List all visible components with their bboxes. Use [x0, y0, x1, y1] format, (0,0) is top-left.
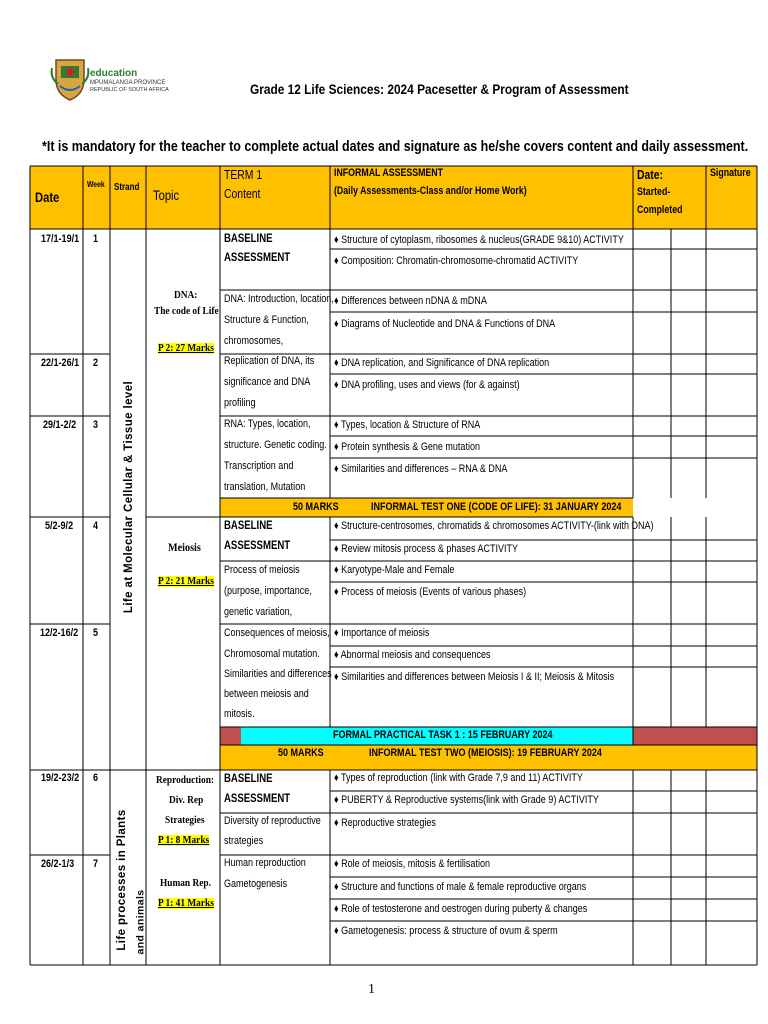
page-number: 1 — [368, 982, 375, 997]
topic-meiosis: Meiosis — [168, 540, 201, 554]
content-rna: structure. Genetic coding. — [224, 439, 327, 451]
informal-item: ♦ Reproductive strategies — [334, 817, 436, 829]
topic-repro-marks: P 1: 8 Marks — [158, 834, 210, 846]
informal-item: ♦ PUBERTY & Reproductive systems(link with Grade 9) ACTIVITY — [334, 794, 599, 806]
week-cell: 5 — [93, 627, 99, 639]
content-rna: RNA: Types, location, — [224, 418, 311, 430]
informal-item: ♦ Abnormal meiosis and consequences — [334, 649, 491, 661]
content-baseline-sub: ASSESSMENT — [224, 250, 291, 264]
content-replication: significance and DNA — [224, 376, 311, 388]
topic-dna: DNA: — [174, 289, 198, 301]
week-cell: 7 — [93, 858, 99, 870]
informal-item: ♦ Gametogenesis: process & structure of ovum & sperm — [334, 925, 558, 937]
content-human-reproduction: Gametogenesis — [224, 878, 288, 890]
content-process-meiosis: (purpose, importance, — [224, 585, 312, 597]
content-replication: profiling — [224, 397, 256, 409]
informal-item: ♦ Composition: Chromatin-chromosome-chromatid ACTIVITY — [334, 255, 579, 267]
strand-molecular-cellular: Life at Molecular Cellular & Tissue level — [122, 380, 135, 614]
content-consequences: Consequences of meiosis, — [224, 627, 330, 639]
mandatory-notice: *It is mandatory for the teacher to complete actual dates and signature as he/she covers content and daily assessment. — [42, 139, 749, 155]
content-replication: Replication of DNA, its — [224, 355, 315, 367]
strand-life-processes-cont: and animals — [134, 889, 147, 955]
content-baseline: BASELINE — [224, 231, 273, 245]
date-cell: 5/2-9/2 — [45, 520, 74, 532]
informal-item: ♦ Types, location & Structure of RNA — [334, 419, 481, 431]
informal-item: ♦ Role of testosterone and oestrogen during puberty & changes — [334, 903, 588, 915]
date-cell: 29/1-2/2 — [43, 419, 77, 431]
page-title: Grade 12 Life Sciences: 2024 Pacesetter & Program of Assessment — [250, 82, 629, 97]
week-cell: 2 — [93, 357, 99, 369]
content-human-reproduction: Human reproduction — [224, 857, 306, 869]
week-cell: 6 — [93, 772, 99, 784]
header-strand: Strand — [114, 182, 140, 193]
topic-reproduction: Reproduction: — [156, 774, 215, 786]
strand-life-processes: Life processes in Plants — [115, 809, 128, 951]
test1-label: INFORMAL TEST ONE (CODE OF LIFE): 31 JANUARY 2024 — [371, 501, 622, 513]
header-topic: Topic — [153, 187, 180, 203]
content-diversity: strategies — [224, 835, 264, 847]
topic-meiosis-marks: P 2: 21 Marks — [158, 575, 214, 587]
header-informal: INFORMAL ASSESSMENT — [334, 167, 444, 179]
topic-dna-sub: The code of Life — [154, 305, 219, 317]
topic-div-rep: Div. Rep — [169, 794, 204, 806]
informal-item: ♦ Structure-centrosomes, chromatids & chromosomes ACTIVITY-(link with DNA) — [334, 520, 654, 532]
content-dna-intro: chromosomes, — [224, 335, 284, 347]
informal-item: ♦ Protein synthesis & Gene mutation — [334, 441, 480, 453]
content-consequences: between meiosis and — [224, 688, 309, 700]
header-term1: TERM 1 — [224, 167, 263, 182]
informal-item: ♦ Differences between nDNA & mDNA — [334, 295, 487, 307]
content-process-meiosis: Process of meiosis — [224, 564, 300, 576]
content-rna: Transcription and — [224, 460, 294, 472]
logo-line2: MPUMALANGA PROVINCE — [90, 80, 166, 86]
informal-item: ♦ Role of meiosis, mitosis & fertilisation — [334, 858, 490, 870]
content-consequences: Chromosomal mutation. — [224, 648, 320, 660]
test1-marks: 50 MARKS — [293, 501, 339, 513]
practical-task-label: FORMAL PRACTICAL TASK 1 : 15 FEBRUARY 2024 — [333, 729, 553, 741]
header-date2: Date: — [637, 167, 664, 182]
header-informal-sub: (Daily Assessments-Class and/or Home Work) — [334, 185, 527, 197]
topic-human-rep: Human Rep. — [160, 877, 211, 889]
content-baseline: BASELINE — [224, 771, 273, 785]
week-cell: 4 — [93, 520, 99, 532]
test2-marks: 50 MARKS — [278, 747, 324, 759]
date-cell: 17/1-19/1 — [41, 233, 80, 245]
test2-label: INFORMAL TEST TWO (MEIOSIS): 19 FEBRUARY 2024 — [369, 747, 602, 759]
informal-item: ♦ DNA replication, and Significance of DNA replication — [334, 357, 550, 369]
header-date: Date — [35, 189, 60, 205]
header-week: Week — [87, 180, 105, 189]
content-rna: translation, Mutation — [224, 481, 306, 493]
informal-item: ♦ Diagrams of Nucleotide and DNA & Functions of DNA — [334, 318, 556, 330]
content-baseline-sub: ASSESSMENT — [224, 538, 291, 552]
header-completed: Completed — [637, 204, 683, 216]
content-consequences: mitosis. — [224, 708, 255, 720]
topic-strategies: Strategies — [165, 814, 205, 826]
content-baseline: BASELINE — [224, 518, 273, 532]
informal-item: ♦ Similarities and differences – RNA & DNA — [334, 463, 508, 475]
informal-item: ♦ Similarities and differences between Meiosis I & II; Meiosis & Mitosis — [334, 671, 615, 683]
logo-line3: REPUBLIC OF SOUTH AFRICA — [90, 87, 169, 93]
informal-item: ♦ Structure and functions of male & female reproductive organs — [334, 881, 587, 893]
content-dna-intro: DNA: Introduction, location, — [224, 293, 334, 305]
topic-human-marks: P 1: 41 Marks — [158, 897, 214, 909]
date-cell: 12/2-16/2 — [40, 627, 79, 639]
week-cell: 1 — [93, 233, 99, 245]
informal-item: ♦ Process of meiosis (Events of various phases) — [334, 586, 527, 598]
content-consequences: Similarities and differences — [224, 668, 332, 680]
content-process-meiosis: genetic variation, — [224, 606, 293, 618]
date-cell: 26/2-1/3 — [41, 858, 75, 870]
informal-item: ♦ Structure of cytoplasm, ribosomes & nucleus(GRADE 9&10) ACTIVITY — [334, 234, 624, 246]
week-cell: 3 — [93, 419, 99, 431]
header-content: Content — [224, 186, 261, 201]
informal-item: ♦ DNA profiling, uses and views (for & against) — [334, 379, 520, 391]
logo-line1: education — [90, 68, 138, 79]
informal-item: ♦ Types of reproduction (link with Grade 7,9 and 11) ACTIVITY — [334, 772, 583, 784]
content-baseline-sub: ASSESSMENT — [224, 791, 291, 805]
content-dna-intro: Structure & Function, — [224, 314, 309, 326]
informal-item: ♦ Review mitosis process & phases ACTIVITY — [334, 543, 519, 555]
header-signature: Signature — [710, 167, 751, 179]
date-cell: 22/1-26/1 — [41, 357, 80, 369]
topic-dna-marks: P 2: 27 Marks — [158, 342, 214, 354]
informal-item: ♦ Importance of meiosis — [334, 627, 430, 639]
date-cell: 19/2-23/2 — [41, 772, 80, 784]
informal-item: ♦ Karyotype-Male and Female — [334, 564, 455, 576]
content-diversity: Diversity of reproductive — [224, 815, 321, 827]
header-started: Started- — [637, 186, 671, 198]
